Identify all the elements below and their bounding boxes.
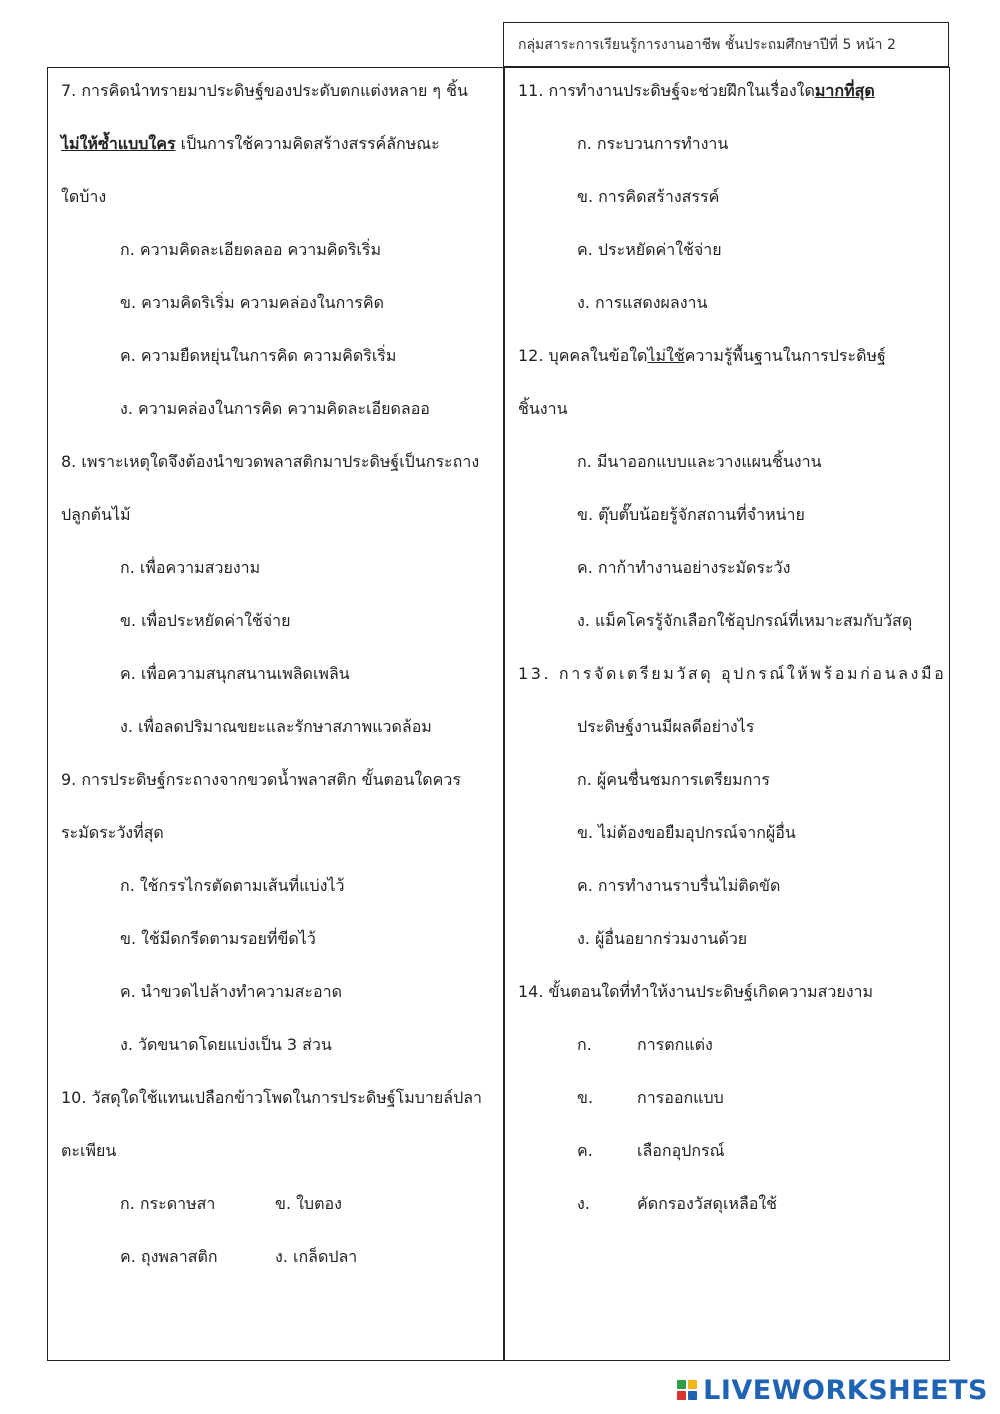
question-text: 7. การคิดนำทรายมาประดิษฐ์ของประดับตกแต่งหลาย ๆ ชิ้น	[61, 81, 468, 100]
choice: ง. เกล็ดปลา	[275, 1247, 358, 1266]
choice: ค. กาก้าทำงานอย่างระมัดระวัง	[577, 558, 791, 577]
question-text: 8. เพราะเหตุใดจึงต้องนำขวดพลาสติกมาประดิษฐ์เป็นกระถาง	[61, 452, 480, 471]
logo-text: LIVEWORKSHEETS	[703, 1374, 988, 1406]
left-column	[61, 68, 501, 1287]
underlined-emphasis: ไม่ให้ซ้ำแบบใคร	[61, 134, 176, 153]
choice: ข. เพื่อประหยัดค่าใช้จ่าย	[120, 611, 291, 630]
choice-marker: ง.	[577, 1194, 590, 1213]
choice: ค. นำขวดไปล้างทำความสะอาด	[120, 982, 343, 1001]
liveworksheets-logo	[677, 1372, 988, 1408]
choice: ง. แม็คโครรู้จักเลือกใช้อุปกรณ์ที่เหมาะสมกับวัสดุ	[577, 611, 913, 630]
choice: ค. ถุงพลาสติก	[120, 1247, 218, 1266]
question-text: ชิ้นงาน	[518, 399, 568, 418]
choice-marker: ค.	[577, 1141, 593, 1160]
underlined-emphasis: ไม่ใช้	[647, 346, 685, 365]
choice-marker: ข.	[577, 1088, 594, 1107]
choice: ง. ผู้อื่นอยากร่วมงานด้วย	[577, 929, 748, 948]
choice: ข. ไม่ต้องขอยืมอุปกรณ์จากผู้อื่น	[577, 823, 796, 842]
question-7	[61, 68, 501, 439]
question-10	[61, 1075, 501, 1287]
choice: ข. ใช้มีดกรีดตามรอยที่ขีดไว้	[120, 929, 316, 948]
choice: ก. เพื่อความสวยงาม	[120, 558, 261, 577]
question-8	[61, 439, 501, 757]
question-text-rest: ความรู้พื้นฐานในการประดิษฐ์	[684, 346, 886, 365]
question-text-rest: เป็นการใช้ความคิดสร้างสรรค์ลักษณะ	[175, 134, 440, 153]
choice: ก. มีนาออกแบบและวางแผนชิ้นงาน	[577, 452, 822, 471]
choice-row	[61, 1181, 501, 1234]
question-text	[518, 68, 943, 121]
choice: ก. กระดาษสา	[120, 1194, 216, 1213]
choice: ง. ความคล่องในการคิด ความคิดละเอียดลออ	[120, 399, 430, 418]
logo-block	[688, 1391, 697, 1400]
question-text: 9. การประดิษฐ์กระถางจากขวดน้ำพลาสติก ขั้นตอนใดควร	[61, 770, 461, 789]
choice: ค. ความยืดหยุ่นในการคิด ความคิดริเริ่ม	[120, 346, 397, 365]
question-text	[61, 121, 501, 174]
choice: ง. เพื่อลดปริมาณขยะและรักษาสภาพแวดล้อม	[120, 717, 432, 736]
choice	[518, 1075, 943, 1128]
question-text: ระมัดระวังที่สุด	[61, 823, 164, 842]
question-text: 10. วัสดุใดใช้แทนเปลือกข้าวโพดในการประดิษฐ์โมบายล์ปลา	[61, 1088, 483, 1107]
question-text: ตะเพียน	[61, 1141, 117, 1160]
choice: ก. ผู้คนชื่นชมการเตรียมการ	[577, 770, 770, 789]
question-12	[518, 333, 943, 651]
question-9	[61, 757, 501, 1075]
question-11	[518, 68, 943, 333]
header-text: กลุ่มสาระการเรียนรู้การงานอาชีพ ชั้นประถมศึกษาปีที่ 5 หน้า 2	[518, 36, 896, 53]
choice-text: คัดกรองวัสดุเหลือใช้	[637, 1194, 778, 1213]
logo-block	[677, 1380, 686, 1389]
choice	[518, 1128, 943, 1181]
question-13	[518, 651, 947, 969]
logo-block	[688, 1380, 697, 1389]
choice	[518, 1181, 943, 1234]
choice: ง. วัดขนาดโดยแบ่งเป็น 3 ส่วน	[120, 1035, 332, 1054]
choice: ง. การแสดงผลงาน	[577, 293, 708, 312]
choice: ค. ประหยัดค่าใช้จ่าย	[577, 240, 722, 259]
choice: ก. กระบวนการทำงาน	[577, 134, 729, 153]
choice-row	[61, 1234, 501, 1287]
choice-text: เลือกอุปกรณ์	[637, 1141, 725, 1160]
choice: ก. ใช้กรรไกรตัดตามเส้นที่แบ่งไว้	[120, 876, 345, 895]
underlined-emphasis: มากที่สุด	[814, 81, 875, 100]
choice-text: การออกแบบ	[637, 1088, 724, 1107]
choice: ข. ความคิดริเริ่ม ความคล่องในการคิด	[120, 293, 384, 312]
question-text-lead: 11. การทำงานประดิษฐ์จะช่วยฝึกในเรื่องใด	[518, 81, 815, 100]
question-14	[518, 969, 943, 1234]
choice: ค. การทำงานราบรื่นไม่ติดขัด	[577, 876, 781, 895]
question-text	[518, 333, 943, 386]
choice	[518, 1022, 943, 1075]
choice-marker: ก.	[577, 1035, 592, 1054]
choice-text: การตกแต่ง	[637, 1035, 713, 1054]
choice: ค. เพื่อความสนุกสนานเพลิดเพลิน	[120, 664, 350, 683]
question-text: ใดบ้าง	[61, 187, 107, 206]
choice: ข. ตุ๊บตั๊บน้อยรู้จักสถานที่จำหน่าย	[577, 505, 805, 524]
question-text: ประดิษฐ์งานมีผลดีอย่างไร	[577, 717, 755, 736]
logo-block	[677, 1391, 686, 1400]
right-column	[518, 68, 947, 1234]
choice: ข. การคิดสร้างสรรค์	[577, 187, 720, 206]
choice: ก. ความคิดละเอียดลออ ความคิดริเริ่ม	[120, 240, 382, 259]
question-text-lead: 12. บุคคลในข้อใด	[518, 346, 648, 365]
question-text: 14. ขั้นตอนใดที่ทำให้งานประดิษฐ์เกิดความสวยงาม	[518, 982, 874, 1001]
question-text: ปลูกต้นไม้	[61, 505, 131, 524]
choice: ข. ใบตอง	[275, 1194, 342, 1213]
question-text: 13. การจัดเตรียมวัสดุ อุปกรณ์ให้พร้อมก่อนลงมือ	[518, 664, 947, 683]
column-divider	[503, 67, 505, 1361]
logo-mark-icon	[677, 1380, 697, 1400]
page-header	[503, 22, 949, 67]
